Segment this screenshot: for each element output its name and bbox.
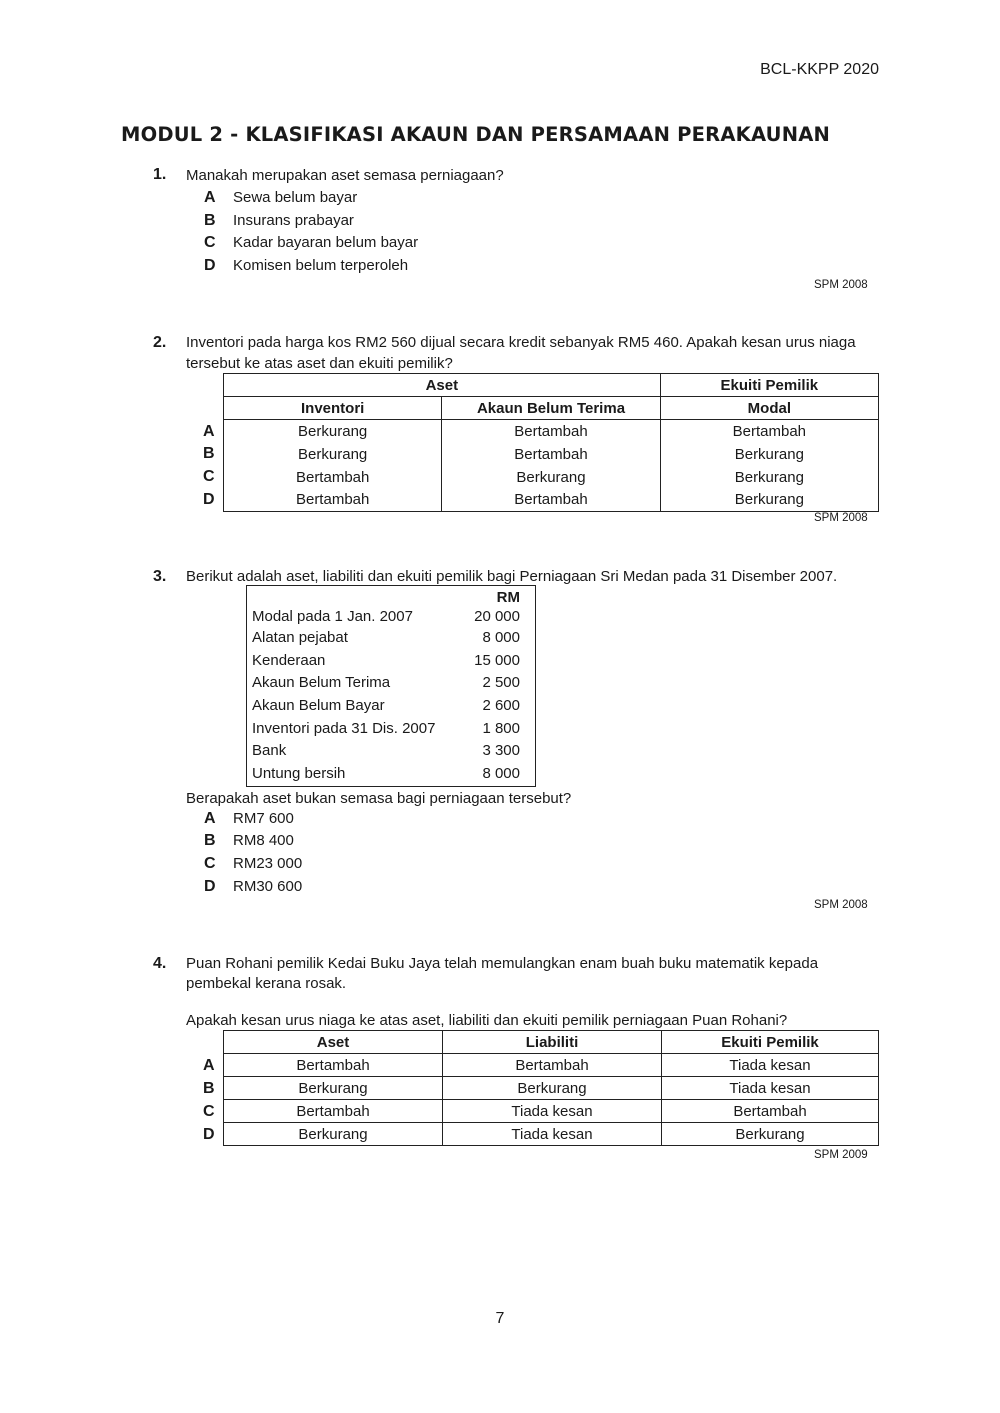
table-cell: Bertambah: [442, 420, 660, 443]
q3-option-a-letter: A: [204, 810, 216, 827]
q1-number: 1.: [153, 166, 167, 183]
table-cell: Bertambah: [442, 443, 660, 466]
table-cell: Bertambah: [224, 1054, 443, 1077]
q2-text-line2: tersebut ke atas aset dan ekuiti pemilik?: [186, 355, 453, 372]
table-cell: Berkurang: [224, 1077, 443, 1100]
list-item: [252, 720, 520, 742]
table-cell: Tiada kesan: [662, 1054, 879, 1077]
q3-currency-header: RM: [496, 589, 520, 606]
table-cell: Bertambah: [224, 1100, 443, 1123]
q2-group-header-ekuiti: Ekuiti Pemilik: [660, 374, 878, 397]
q1-option-a-letter: A: [204, 189, 216, 206]
item-value: 1 800: [482, 720, 520, 737]
q2-row-d: [224, 489, 879, 512]
q2-text-line1: Inventori pada harga kos RM2 560 dijual secara kredit sebanyak RM5 460. Apakah kesan urus niaga: [186, 334, 856, 351]
q3-question: Berapakah aset bukan semasa bagi perniagaan tersebut?: [186, 790, 572, 807]
q4-row-b: [224, 1077, 879, 1100]
table-cell: Tiada kesan: [443, 1123, 662, 1146]
item-value: 2 500: [482, 674, 520, 691]
table-cell: Bertambah: [442, 489, 660, 512]
document-code: BCL-KKPP 2020: [760, 61, 879, 78]
q3-option-b-text: RM8 400: [233, 832, 294, 849]
q4-row-d-letter: D: [203, 1126, 215, 1143]
q4-row-a-letter: A: [203, 1057, 215, 1074]
table-cell: Berkurang: [224, 1123, 443, 1146]
q2-source: SPM 2008: [814, 512, 868, 524]
list-item: [252, 742, 520, 764]
q4-row-c-letter: C: [203, 1103, 215, 1120]
q3-option-c-text: RM23 000: [233, 855, 303, 872]
q1-text: Manakah merupakan aset semasa perniagaan?: [186, 167, 504, 184]
table-cell: Bertambah: [443, 1054, 662, 1077]
q1-option-c-letter: C: [204, 234, 216, 251]
q2-row-a-letter: A: [203, 423, 215, 440]
item-label: Inventori pada 31 Dis. 2007: [252, 720, 436, 737]
item-value: 2 600: [482, 697, 520, 714]
list-item: [252, 674, 520, 696]
table-cell: Berkurang: [224, 443, 442, 466]
q2-number: 2.: [153, 334, 167, 351]
q4-header-liabiliti: Liabiliti: [443, 1031, 662, 1054]
q1-option-d-letter: D: [204, 257, 216, 274]
table-cell: Bertambah: [224, 489, 442, 512]
item-value: 8 000: [482, 629, 520, 646]
q4-header-ekuiti: Ekuiti Pemilik: [662, 1031, 879, 1054]
q1-option-c-text: Kadar bayaran belum bayar: [233, 234, 419, 251]
q2-row-d-letter: D: [203, 491, 215, 508]
q4-number: 4.: [153, 955, 167, 972]
q2-group-header-aset: Aset: [224, 374, 661, 397]
q1-option-b-letter: B: [204, 212, 216, 229]
q2-row-a: [224, 420, 879, 443]
item-value: 20 000: [474, 608, 520, 625]
table-cell: Bertambah: [224, 466, 442, 489]
q4-text-line2: pembekal kerana rosak.: [186, 975, 347, 992]
item-label: Alatan pejabat: [252, 629, 348, 646]
item-label: Modal pada 1 Jan. 2007: [252, 608, 413, 625]
q3-balance-box: [246, 585, 536, 787]
item-label: Kenderaan: [252, 652, 326, 669]
list-item: [252, 765, 520, 787]
item-label: Untung bersih: [252, 765, 346, 782]
q4-question: Apakah kesan urus niaga ke atas aset, liabiliti dan ekuiti pemilik perniagaan Puan Rohani?: [186, 1012, 788, 1029]
q1-option-b-text: Insurans prabayar: [233, 212, 354, 229]
table-cell: Berkurang: [660, 443, 878, 466]
table-cell: Berkurang: [660, 466, 878, 489]
q4-header-aset: Aset: [224, 1031, 443, 1054]
table-cell: Tiada kesan: [443, 1100, 662, 1123]
q3-text: Berikut adalah aset, liabiliti dan ekuiti pemilik bagi Perniagaan Sri Medan pada 31 Disember 2007.: [186, 568, 838, 585]
q3-option-d-text: RM30 600: [233, 878, 303, 895]
q2-header-abt: Akaun Belum Terima: [442, 397, 660, 420]
list-item: [252, 652, 520, 674]
table-cell: Bertambah: [660, 420, 878, 443]
q3-option-c-letter: C: [204, 855, 216, 872]
q4-answer-table: [223, 1030, 879, 1146]
q3-source: SPM 2008: [814, 899, 868, 911]
q2-row-b: [224, 443, 879, 466]
q3-option-d-letter: D: [204, 878, 216, 895]
item-label: Akaun Belum Terima: [252, 674, 391, 691]
table-cell: Berkurang: [442, 466, 660, 489]
table-cell: Berkurang: [660, 489, 878, 512]
q3-option-a-text: RM7 600: [233, 810, 294, 827]
q4-source: SPM 2009: [814, 1149, 868, 1161]
q2-row-c: [224, 466, 879, 489]
item-value: 15 000: [474, 652, 520, 669]
q1-option-a-text: Sewa belum bayar: [233, 189, 358, 206]
table-cell: Bertambah: [662, 1100, 879, 1123]
q4-row-a: [224, 1054, 879, 1077]
table-cell: Tiada kesan: [662, 1077, 879, 1100]
table-cell: Berkurang: [443, 1077, 662, 1100]
module-title: MODUL 2 - KLASIFIKASI AKAUN DAN PERSAMAAN PERAKAUNAN: [121, 123, 831, 146]
q3-number: 3.: [153, 568, 167, 585]
q4-row-b-letter: B: [203, 1080, 215, 1097]
q1-option-d-text: Komisen belum terperoleh: [233, 257, 409, 274]
q3-option-b-letter: B: [204, 832, 216, 849]
q4-text-line1: Puan Rohani pemilik Kedai Buku Jaya telah memulangkan enam buah buku matematik kepada: [186, 955, 819, 972]
item-value: 8 000: [482, 765, 520, 782]
list-item: [252, 697, 520, 719]
list-item: [252, 608, 520, 630]
item-label: Akaun Belum Bayar: [252, 697, 385, 714]
page-number: 7: [495, 1310, 505, 1327]
q2-header-modal: Modal: [660, 397, 878, 420]
q2-row-c-letter: C: [203, 468, 215, 485]
table-cell: Berkurang: [662, 1123, 879, 1146]
q2-answer-table: [223, 373, 879, 512]
q2-header-inventori: Inventori: [224, 397, 442, 420]
q2-row-b-letter: B: [203, 445, 215, 462]
item-label: Bank: [252, 742, 287, 759]
q1-source: SPM 2008: [814, 279, 868, 291]
list-item: [252, 629, 520, 651]
table-cell: Berkurang: [224, 420, 442, 443]
item-value: 3 300: [482, 742, 520, 759]
q4-row-d: [224, 1123, 879, 1146]
q4-row-c: [224, 1100, 879, 1123]
